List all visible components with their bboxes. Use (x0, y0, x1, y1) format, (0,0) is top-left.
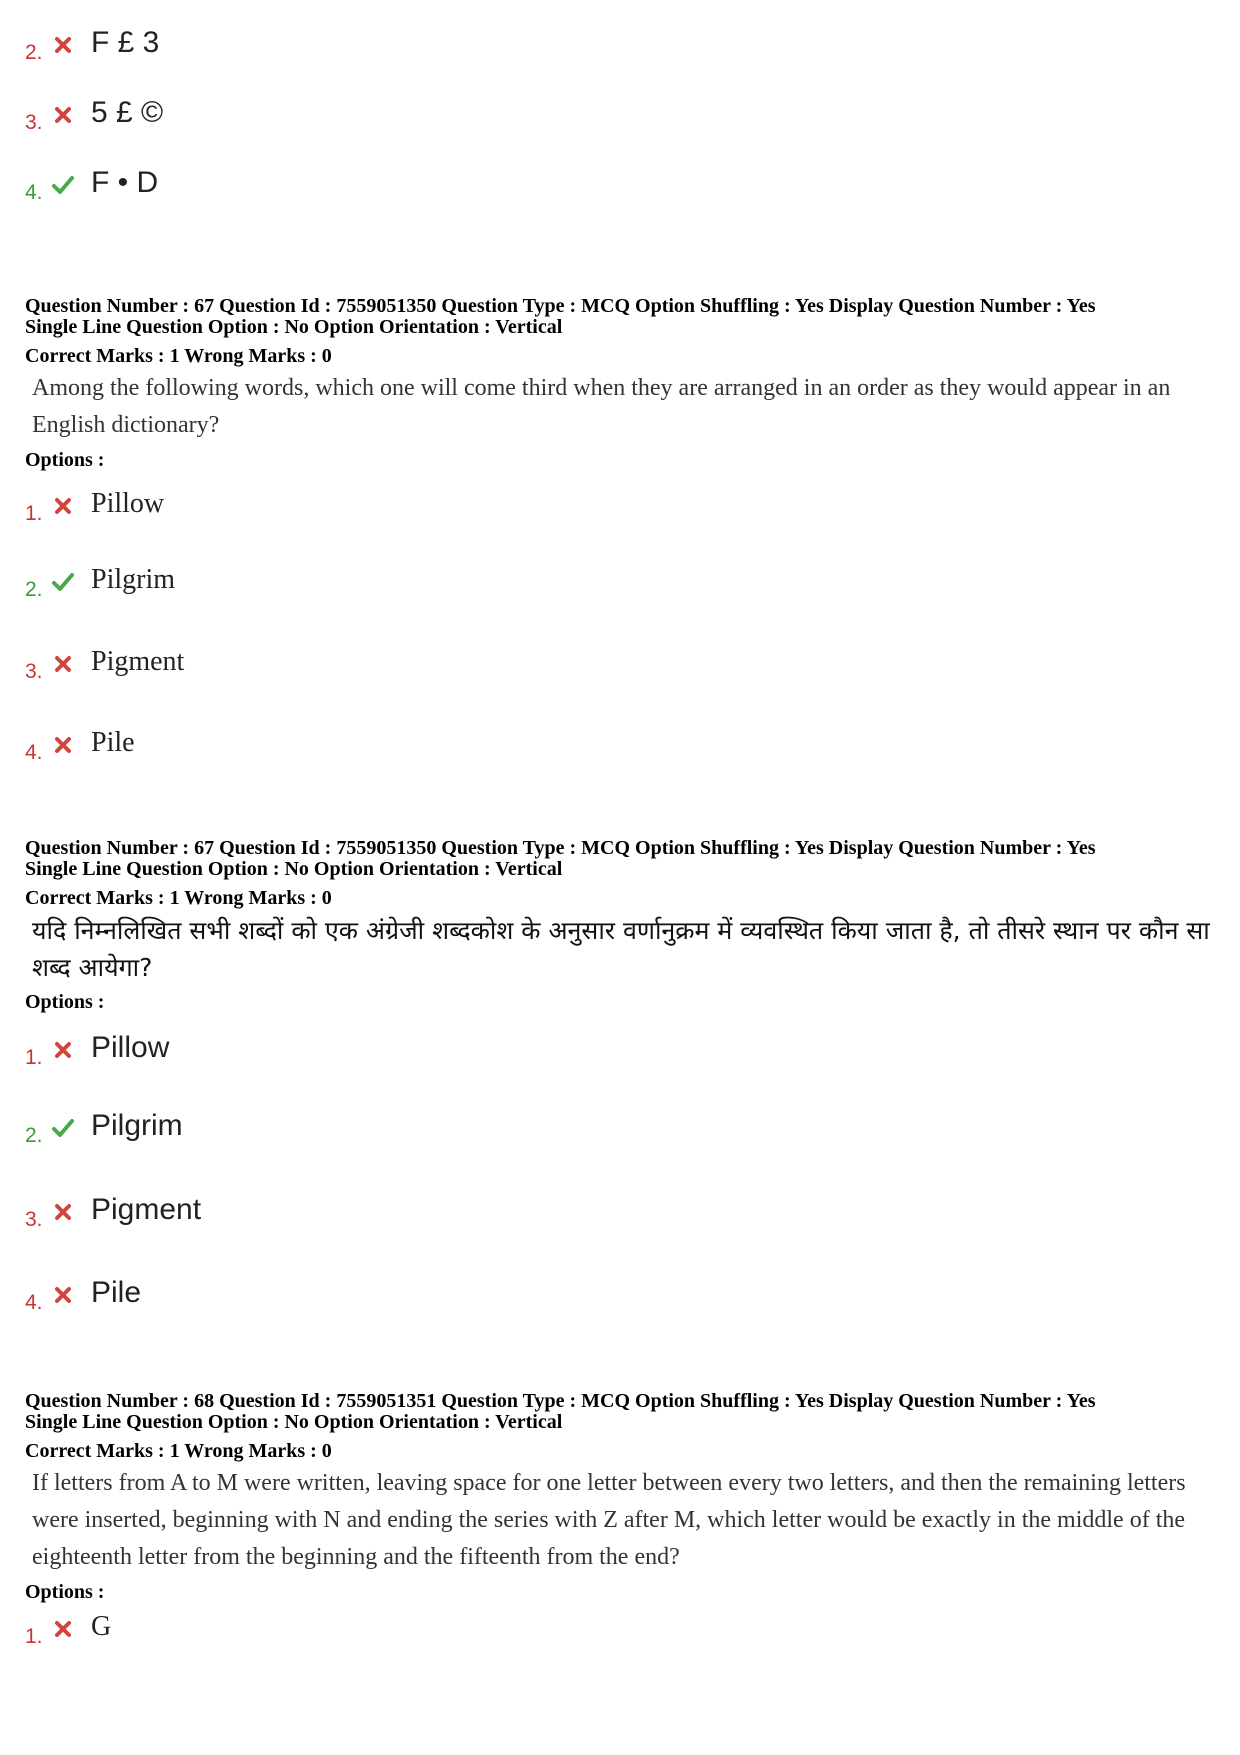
wrong-cross-icon (51, 103, 75, 127)
question-meta-line2: Single Line Question Option : No Option Orientation : Vertical (25, 316, 563, 338)
question-marks: Correct Marks : 1 Wrong Marks : 0 (25, 1440, 332, 1462)
option-text: Pilgrim (91, 564, 176, 595)
option-text: Pillow (91, 488, 165, 519)
option-text: Pillow (91, 1031, 170, 1064)
option-text: 5 £ © (91, 96, 164, 129)
option-text: Pigment (91, 1193, 202, 1226)
option-number: 4. (25, 1291, 43, 1314)
question-meta: Question Number : 67 Question Id : 7559051350 Question Type : MCQ Option Shuffling : Yes Display Question Number : Yes (25, 837, 1096, 859)
option-number: 3. (25, 660, 43, 683)
wrong-cross-icon (51, 652, 75, 676)
question-meta: Question Number : 68 Question Id : 7559051351 Question Type : MCQ Option Shuffling : Yes Display Question Number : Yes (25, 1390, 1096, 1412)
option-number: 4. (25, 741, 43, 764)
correct-check-icon (51, 570, 75, 594)
option-text: F • D (91, 166, 159, 199)
question-text: यदि निम्नलिखित सभी शब्दों को एक अंग्रेजी शब्दकोश के अनुसार वर्णानुक्रम में व्यवस्थित किया जाता है, तो तीसरे स्थान पर कौन सा शब्द आयेगा? (32, 916, 1210, 982)
option-text: G (91, 1611, 112, 1642)
wrong-cross-icon (51, 1200, 75, 1224)
option-number: 1. (25, 1625, 43, 1648)
option-number: 2. (25, 41, 43, 64)
options-label: Options : (25, 1581, 105, 1603)
option-text: F £ 3 (91, 26, 160, 59)
option-number: 2. (25, 1124, 43, 1147)
question-marks: Correct Marks : 1 Wrong Marks : 0 (25, 887, 332, 909)
question-block (25, 838, 1215, 1014)
question-meta: Question Number : 67 Question Id : 7559051350 Question Type : MCQ Option Shuffling : Yes Display Question Number : Yes (25, 295, 1096, 317)
option-number: 4. (25, 181, 43, 204)
question-text: Among the following words, which one will come third when they are arranged in an order as they would appear in an English dictionary? (32, 375, 1171, 438)
option-number: 3. (25, 1208, 43, 1231)
option-text: Pigment (91, 646, 185, 677)
option-text: Pilgrim (91, 1109, 183, 1142)
option-text: Pile (91, 1276, 142, 1309)
question-meta-line2: Single Line Question Option : No Option Orientation : Vertical (25, 1411, 563, 1433)
question-block (25, 1391, 1215, 1604)
wrong-cross-icon (51, 33, 75, 57)
wrong-cross-icon (51, 494, 75, 518)
options-label: Options : (25, 449, 105, 471)
correct-check-icon (51, 173, 75, 197)
question-marks: Correct Marks : 1 Wrong Marks : 0 (25, 345, 332, 367)
wrong-cross-icon (51, 733, 75, 757)
wrong-cross-icon (51, 1038, 75, 1062)
question-text: If letters from A to M were written, leaving space for one letter between every two letters, and then the remaining letters were inserted, beginning with N and ending the series with Z after M, which letter would be exactly in the middle of the eighteenth letter from the beginning and the fifteenth from the end? (32, 1470, 1186, 1570)
wrong-cross-icon (51, 1283, 75, 1307)
wrong-cross-icon (51, 1617, 75, 1641)
correct-check-icon (51, 1116, 75, 1140)
question-meta-line2: Single Line Question Option : No Option Orientation : Vertical (25, 858, 563, 880)
option-number: 2. (25, 578, 43, 601)
question-block (25, 296, 1215, 472)
option-number: 3. (25, 111, 43, 134)
option-number: 1. (25, 1046, 43, 1069)
options-label: Options : (25, 991, 105, 1013)
option-number: 1. (25, 502, 43, 525)
option-text: Pile (91, 727, 135, 758)
